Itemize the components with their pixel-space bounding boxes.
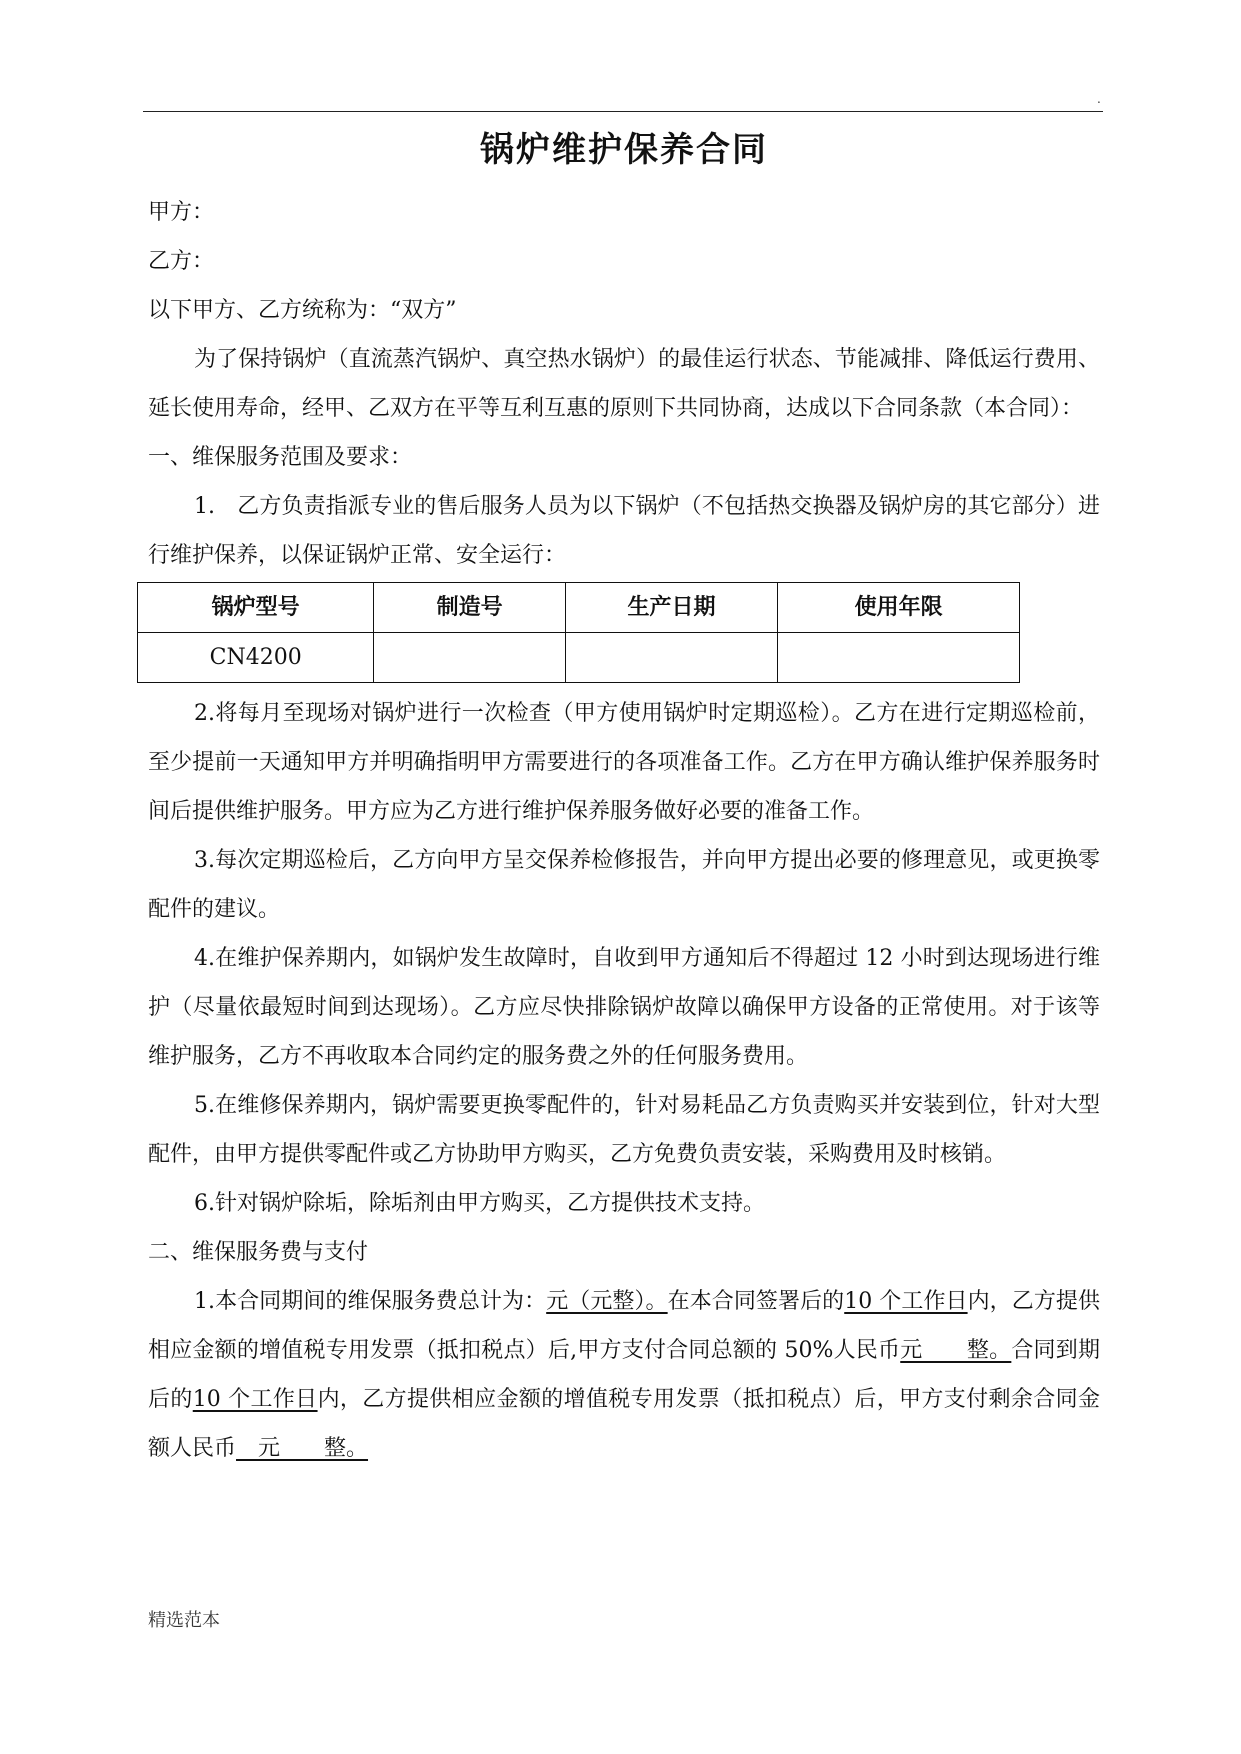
boiler-table-header-row bbox=[138, 583, 1020, 633]
header-rule bbox=[143, 111, 1103, 112]
remaining-payment-blank: 元 整。 bbox=[236, 1436, 369, 1461]
section1-item5: 5.在维修保养期内，锅炉需要更换零配件的，针对易耗品乙方负责购买并安装到位，针对大型配件，由甲方提供零配件或乙方协助甲方购买，乙方免费负责安装，采购费用及时核销。 bbox=[148, 1093, 1100, 1167]
payment-text-5: 内，乙方提供相应金额的增值税专用发票（抵扣税点）后，甲方支付剩余合同金额人民币 bbox=[148, 1387, 1100, 1461]
first-deadline: 10 个工作日 bbox=[844, 1289, 968, 1314]
second-deadline: 10 个工作日 bbox=[192, 1387, 318, 1412]
document-body bbox=[148, 130, 1100, 1473]
header-dot: . bbox=[1097, 92, 1101, 106]
party-b-line: 乙方： bbox=[148, 249, 215, 274]
table-row bbox=[138, 633, 1020, 683]
header-boiler-model: 锅炉型号 bbox=[138, 583, 374, 633]
payment-text-4: 合同到期后的 bbox=[148, 1338, 1100, 1412]
section2-heading: 二、维保服务费与支付 bbox=[148, 1240, 369, 1265]
cell-serial-number bbox=[374, 633, 565, 683]
section1-item4: 4.在维护保养期内，如锅炉发生故障时，自收到甲方通知后不得超过 12 小时到达现场进行维护（尽量依最短时间到达现场）。乙方应尽快排除锅炉故障以确保甲方设备的正常使用。对于该等维护服务，乙方不再收取本合同约定的服务费之外的任何服务费用。 bbox=[148, 946, 1100, 1069]
section1-item3: 3.每次定期巡检后，乙方向甲方呈交保养检修报告，并向甲方提出必要的修理意见，或更换零配件的建议。 bbox=[148, 848, 1100, 922]
document-title: 锅炉维护保养合同 bbox=[480, 130, 768, 170]
header-production-date: 生产日期 bbox=[565, 583, 778, 633]
cell-service-life bbox=[778, 633, 1020, 683]
header-service-life: 使用年限 bbox=[778, 583, 1020, 633]
section1-item1: 1. 乙方负责指派专业的售后服务人员为以下锅炉（不包括热交换器及锅炉房的其它部分）进行维护保养，以保证锅炉正常、安全运行： bbox=[148, 494, 1100, 568]
footer-label: 精选范本 bbox=[148, 1610, 220, 1631]
section1-item2: 2.将每月至现场对锅炉进行一次检查（甲方使用锅炉时定期巡检）。乙方在进行定期巡检前，至少提前一天通知甲方并明确指明甲方需要进行的各项准备工作。乙方在甲方确认维护保养服务时间后提供维护服务。甲方应为乙方进行维护保养服务做好必要的准备工作。 bbox=[148, 701, 1100, 824]
payment-text-1: 1.本合同期间的维保服务费总计为： bbox=[194, 1289, 547, 1314]
section1-heading: 一、维保服务范围及要求： bbox=[148, 445, 413, 470]
payment-text-2: 在本合同签署后的 bbox=[667, 1289, 845, 1314]
section2-item1 bbox=[148, 1277, 1100, 1473]
boiler-table bbox=[137, 582, 1020, 683]
intro-paragraph: 为了保持锅炉（直流蒸汽锅炉、真空热水锅炉）的最佳运行状态、节能减排、降低运行费用、延长使用寿命，经甲、乙双方在平等互利互惠的原则下共同协商，达成以下合同条款（本合同）： bbox=[148, 347, 1100, 421]
first-payment-blank: 元 整。 bbox=[900, 1338, 1012, 1363]
header-serial-number: 制造号 bbox=[374, 583, 565, 633]
section1-item6: 6.针对锅炉除垢，除垢剂由甲方购买，乙方提供技术支持。 bbox=[194, 1191, 765, 1216]
total-fee-blank: 元（元整）。 bbox=[546, 1289, 668, 1314]
payment-text-3: 内，乙方提供相应金额的增值税专用发票（抵扣税点）后,甲方支付合同总额的 50%人民币 bbox=[148, 1289, 1100, 1363]
party-a-line: 甲方： bbox=[148, 200, 215, 225]
parties-collective-line: 以下甲方、乙方统称为：“双方” bbox=[148, 298, 457, 323]
cell-production-date bbox=[565, 633, 778, 683]
cell-boiler-model: CN4200 bbox=[138, 633, 374, 683]
